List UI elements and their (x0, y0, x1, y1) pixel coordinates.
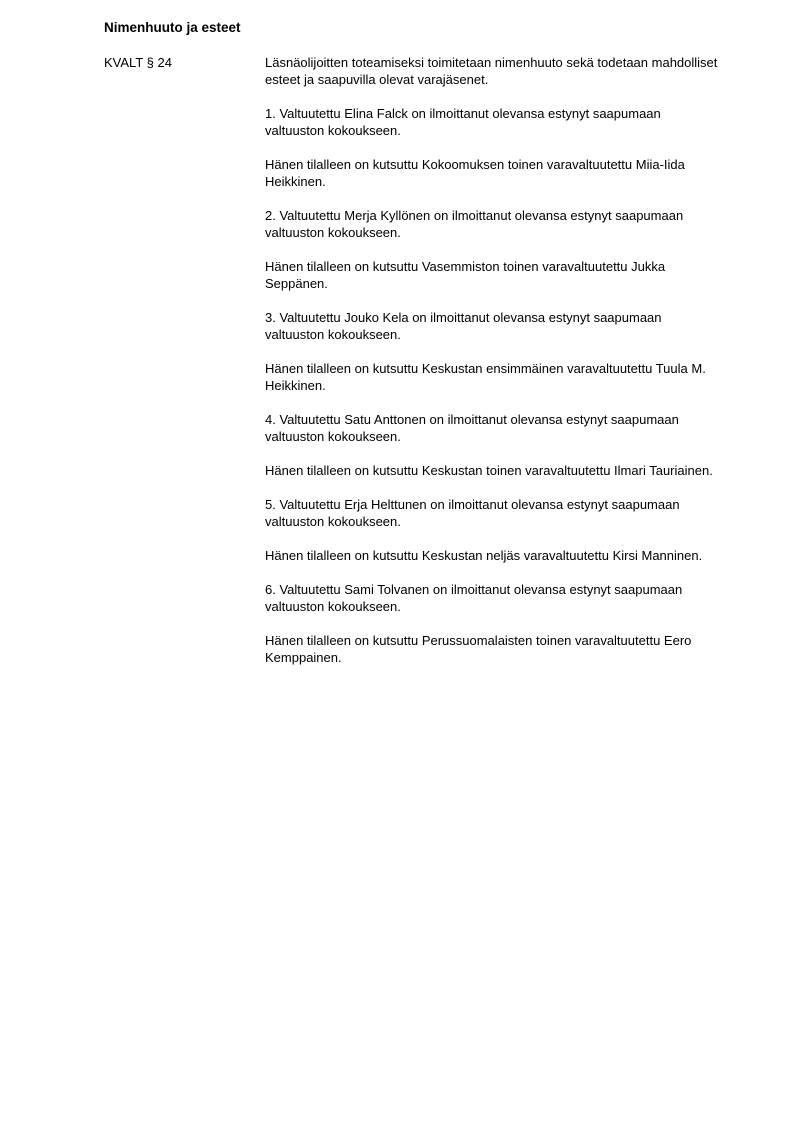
paragraph-absence-6: 6. Valtuutettu Sami Tolvanen on ilmoittanut olevansa estynyt saapumaan valtuuston kokoukseen. (265, 582, 683, 614)
paragraph-absence-1: 1. Valtuutettu Elina Falck on ilmoittanut olevansa estynyt saapumaan valtuuston kokoukseen. (265, 106, 661, 138)
paragraph-substitute-4: Hänen tilalleen on kutsuttu Keskustan toinen varavaltuutettu Ilmari Tauriainen. (265, 463, 713, 478)
paragraph-substitute-3: Hänen tilalleen on kutsuttu Keskustan ensimmäinen varavaltuutettu Tuula M. Heikkinen. (265, 361, 706, 393)
paragraph-absence-5: 5. Valtuutettu Erja Helttunen on ilmoittanut olevansa estynyt saapumaan valtuuston kokoukseen. (265, 497, 680, 529)
section-body (265, 54, 720, 683)
page-title: Nimenhuuto ja esteet (104, 20, 241, 35)
paragraph-substitute-1: Hänen tilalleen on kutsuttu Kokoomuksen toinen varavaltuutettu Miia-Iida Heikkinen. (265, 157, 685, 189)
paragraph-absence-2: 2. Valtuutettu Merja Kyllönen on ilmoittanut olevansa estynyt saapumaan valtuuston kokoukseen. (265, 208, 684, 240)
paragraph-substitute-6: Hänen tilalleen on kutsuttu Perussuomalaisten toinen varavaltuutettu Eero Kemppainen. (265, 633, 692, 665)
paragraph-substitute-2: Hänen tilalleen on kutsuttu Vasemmiston toinen varavaltuutettu Jukka Seppänen. (265, 259, 666, 291)
paragraph-absence-4: 4. Valtuutettu Satu Anttonen on ilmoittanut olevansa estynyt saapumaan valtuuston kokoukseen. (265, 412, 679, 444)
paragraph-substitute-5: Hänen tilalleen on kutsuttu Keskustan neljäs varavaltuutettu Kirsi Manninen. (265, 548, 703, 563)
section-identifier: KVALT § 24 (104, 55, 172, 70)
paragraph-intro: Läsnäolijoitten toteamiseksi toimitetaan nimenhuuto sekä todetaan mahdolliset esteet ja saapuvilla olevat varajäsenet. (265, 55, 718, 87)
paragraph-absence-3: 3. Valtuutettu Jouko Kela on ilmoittanut olevansa estynyt saapumaan valtuuston kokoukseen. (265, 310, 662, 342)
